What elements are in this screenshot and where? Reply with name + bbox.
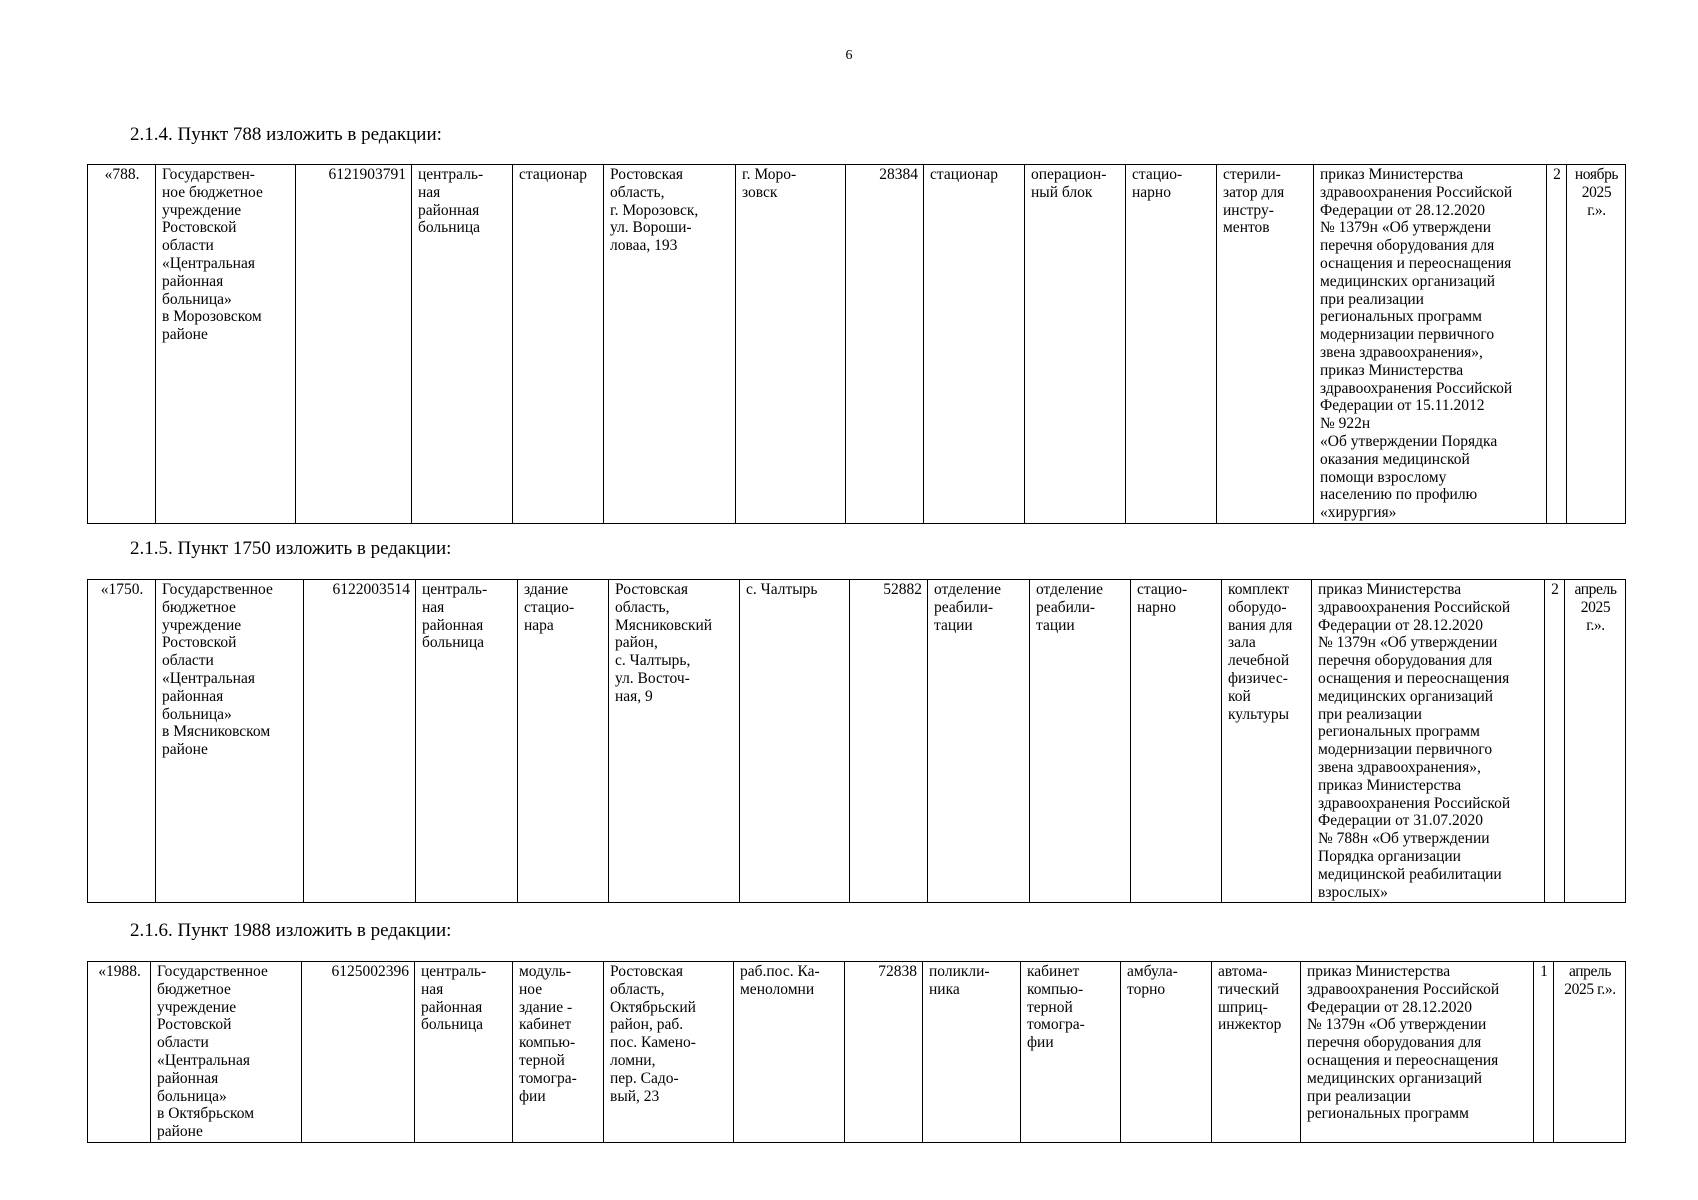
record-table-1988	[87, 961, 1626, 1143]
table-row	[88, 962, 1626, 1143]
record-table-1750	[87, 579, 1626, 903]
locality-code: 52882	[850, 580, 928, 903]
department: операцион- ный блок	[1025, 165, 1126, 524]
care-mode: амбула- торно	[1121, 962, 1212, 1143]
record-table-788	[87, 164, 1626, 524]
locality: г. Моро- зовск	[736, 165, 846, 524]
organization-name: Государственное бюджетное учреждение Ростовской области «Центральная районная больница» в Мясниковском районе	[156, 580, 304, 903]
locality: с. Чалтырь	[740, 580, 850, 903]
building-type: стационар	[513, 165, 604, 524]
page-number: 6	[845, 48, 853, 63]
care-mode: стацио- нарно	[1126, 165, 1217, 524]
equipment-name: комплект оборудо- вания для зала лечебной физичес- кой культуры	[1222, 580, 1312, 903]
delivery-term: апрель 2025 г.».	[1565, 580, 1626, 903]
delivery-term: ноябрь 2025 г.».	[1567, 165, 1626, 524]
delivery-term: апрель 2025 г.».	[1554, 962, 1626, 1143]
section-heading-1988: 2.1.6. Пункт 1988 изложить в редакции:	[130, 920, 452, 941]
structural-unit: поликли- ника	[923, 962, 1021, 1143]
regulatory-document: приказ Министерства здравоохранения Российской Федерации от 28.12.2020 № 1379н «Об утверждении перечня оборудования для оснащения и переоснащения медицинских организаций при реализации региональных программ	[1301, 962, 1534, 1143]
item-number: «1988.	[88, 962, 151, 1143]
building-type: здание стацио- нара	[518, 580, 609, 903]
quantity: 2	[1545, 580, 1565, 903]
equipment-name: автома- тический шприц- инжектор	[1212, 962, 1301, 1143]
table-row	[88, 580, 1626, 903]
table-row	[88, 165, 1626, 524]
regulatory-document: приказ Министерства здравоохранения Российской Федерации от 28.12.2020 № 1379н «Об утверждении перечня оборудования для оснащения и переоснащения медицинских организаций при реализации региональных программ модернизации первичного звена здравоохранения», приказ Министерства здравоохранения Российской Федерации от 31.07.2020 № 788н «Об утверждении Порядка организации медицинской реабилитации взрослых»	[1312, 580, 1545, 903]
section-heading-788: 2.1.4. Пункт 788 изложить в редакции:	[130, 124, 442, 145]
regulatory-document: приказ Министерства здравоохранения Российской Федерации от 28.12.2020 № 1379н «Об утверждени перечня оборудования для оснащения и переоснащения медицинских организаций при реализации региональных программ модернизации первичного звена здравоохранения», приказ Министерства здравоохранения Российской Федерации от 15.11.2012 № 922н «Об утверждении Порядка оказания медицинской помощи взрослому населению по профилю «хирургия»	[1314, 165, 1547, 524]
quantity: 2	[1547, 165, 1567, 524]
section-heading-1750: 2.1.5. Пункт 1750 изложить в редакции:	[130, 538, 452, 559]
quantity: 1	[1534, 962, 1554, 1143]
department: кабинет компью- терной томогра- фии	[1021, 962, 1121, 1143]
address: Ростовская область, Мясниковский район, с. Чалтырь, ул. Восточ- ная, 9	[609, 580, 740, 903]
organization-name: Государственное бюджетное учреждение Ростовской области «Центральная районная больница» в Октябрьском районе	[151, 962, 302, 1143]
care-mode: стацио- нарно	[1131, 580, 1222, 903]
organization-name: Государствен- ное бюджетное учреждение Ростовской области «Центральная районная больница» в Морозовском районе	[156, 165, 296, 524]
building-type: модуль- ное здание - кабинет компью- терной томогра- фии	[513, 962, 604, 1143]
organization-type: централь- ная районная больница	[415, 962, 513, 1143]
inn-code: 6121903791	[296, 165, 412, 524]
locality: раб.пос. Ка- меноломни	[734, 962, 845, 1143]
equipment-name: стерили- затор для инстру- ментов	[1217, 165, 1314, 524]
locality-code: 72838	[845, 962, 923, 1143]
structural-unit: стационар	[924, 165, 1025, 524]
organization-type: централь- ная районная больница	[412, 165, 513, 524]
organization-type: централь- ная районная больница	[416, 580, 518, 903]
structural-unit: отделение реабили- тации	[928, 580, 1030, 903]
address: Ростовская область, Октябрьский район, раб. пос. Камено- ломни, пер. Садо- вый, 23	[604, 962, 734, 1143]
item-number: «1750.	[88, 580, 156, 903]
locality-code: 28384	[846, 165, 924, 524]
inn-code: 6125002396	[302, 962, 415, 1143]
item-number: «788.	[88, 165, 156, 524]
address: Ростовская область, г. Морозовск, ул. Вороши- ловаа, 193	[604, 165, 736, 524]
inn-code: 6122003514	[304, 580, 416, 903]
department: отделение реабили- тации	[1030, 580, 1131, 903]
